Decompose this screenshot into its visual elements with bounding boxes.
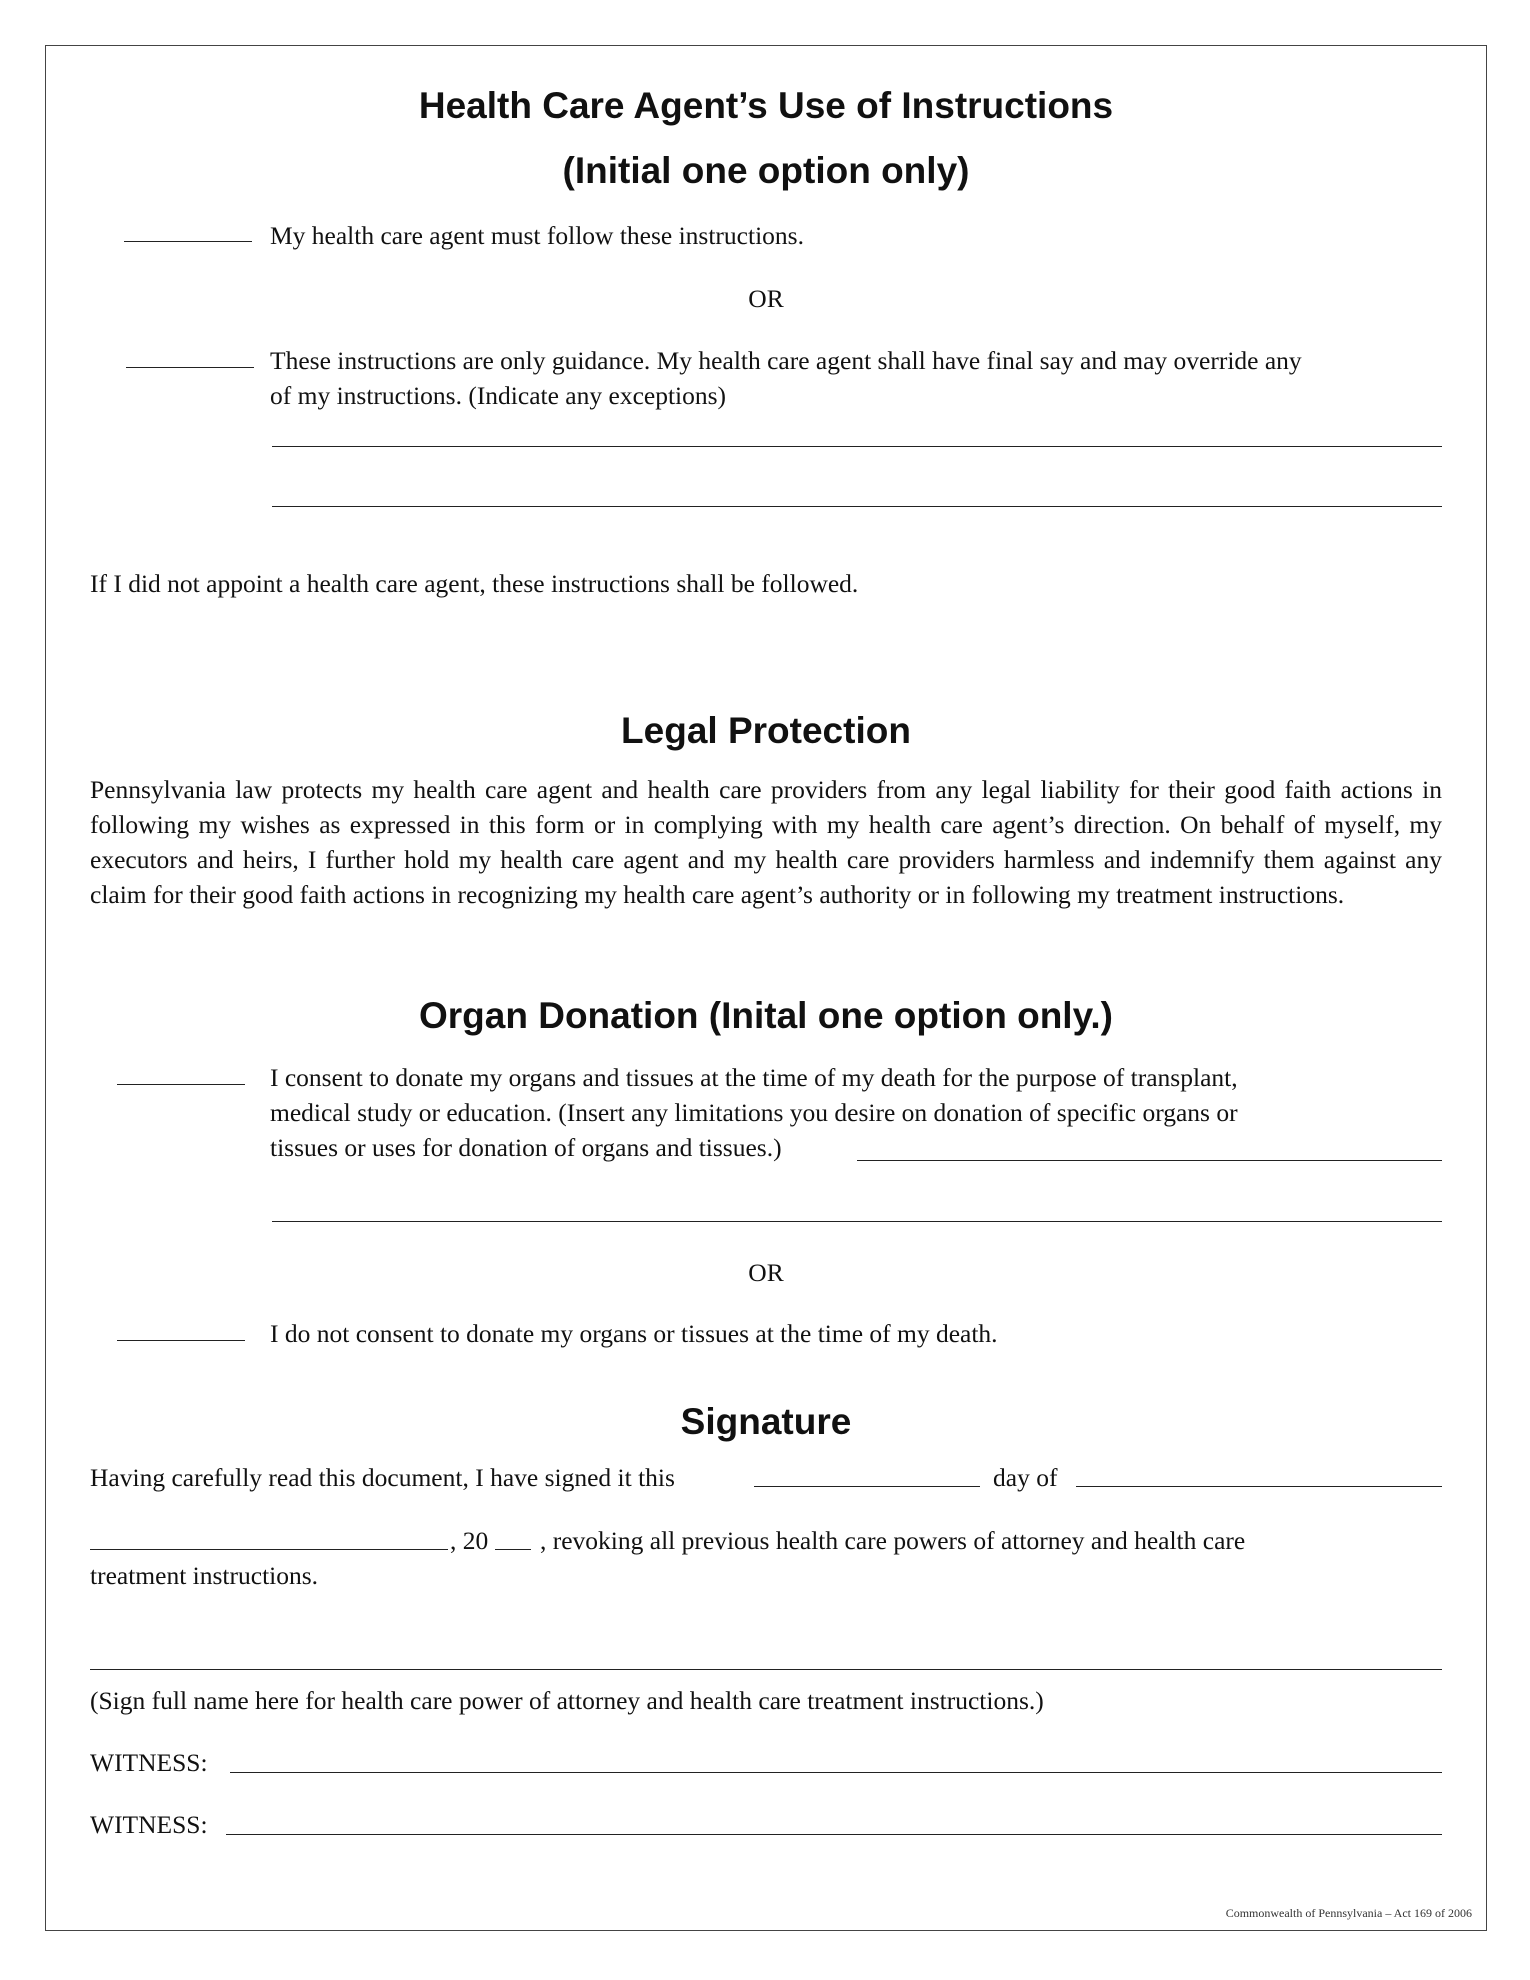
organ-donation-title: Organ Donation (Inital one option only.) xyxy=(418,995,1114,1036)
organ-limitations-line-2[interactable] xyxy=(272,1221,1442,1222)
year-prefix: , 20 xyxy=(450,1526,489,1555)
day-of-text: day of xyxy=(993,1463,1058,1492)
exceptions-line-1[interactable] xyxy=(272,446,1442,447)
option-follow-text: My health care agent must follow these instructions. xyxy=(270,221,804,250)
signed-day-text: Having carefully read this document, I have signed it this xyxy=(90,1463,675,1492)
page-border xyxy=(45,45,1487,1931)
witness-label-1: WITNESS: xyxy=(90,1748,208,1777)
treatment-instructions-text: treatment instructions. xyxy=(90,1561,319,1590)
option-guidance-line1: These instructions are only guidance. My health care agent shall have final say and may override any xyxy=(270,346,1302,375)
agent-instructions-subtitle: (Initial one option only) xyxy=(562,150,970,191)
witness-line-2[interactable] xyxy=(226,1834,1442,1835)
signed-day-blank[interactable] xyxy=(754,1486,980,1487)
no-consent-text: I do not consent to donate my organs or tissues at the time of my death. xyxy=(270,1319,998,1348)
or-label-2: OR xyxy=(748,1258,784,1287)
date-line-blank[interactable] xyxy=(90,1549,448,1550)
signature-title: Signature xyxy=(680,1401,852,1442)
sign-note: (Sign full name here for health care power of attorney and health care treatment instructions.) xyxy=(90,1686,1044,1715)
month-blank[interactable] xyxy=(1076,1486,1442,1487)
no-agent-note: If I did not appoint a health care agent, these instructions shall be followed. xyxy=(90,569,859,598)
legal-protection-title: Legal Protection xyxy=(621,710,911,751)
agent-instructions-title: Health Care Agent’s Use of Instructions xyxy=(418,85,1114,126)
revoking-text: , revoking all previous health care powers of attorney and health care xyxy=(540,1526,1246,1555)
witness-label-2: WITNESS: xyxy=(90,1810,208,1839)
option-guidance-line2: of my instructions. (Indicate any exceptions) xyxy=(270,381,727,410)
consent-line2: medical study or education. (Insert any limitations you desire on donation of specific organs or xyxy=(270,1098,1238,1127)
witness-line-1[interactable] xyxy=(230,1772,1442,1773)
footer-citation: Commonwealth of Pennsylvania – Act 169 of 2006 xyxy=(1225,1906,1472,1920)
full-name-signature-line[interactable] xyxy=(90,1669,1442,1670)
consent-line3: tissues or uses for donation of organs and tissues.) xyxy=(270,1133,782,1162)
initial-blank-consent[interactable] xyxy=(117,1084,245,1085)
or-label-1: OR xyxy=(748,284,784,313)
legal-protection-body: Pennsylvania law protects my health care agent and health care providers from any legal liability for their good faith actions in following my wishes as expressed in this form or in complying with my health care agent’s direction. On behalf of myself, my executors and heirs, I further hold my health care agent and my health care providers harmless and indemnify them against any claim for their good faith actions in recognizing my health care agent’s authority or in following my treatment instructions. xyxy=(90,775,1442,909)
year-blank[interactable] xyxy=(495,1549,531,1550)
exceptions-line-2[interactable] xyxy=(272,506,1442,507)
initial-blank-guidance[interactable] xyxy=(126,367,254,368)
consent-line1: I consent to donate my organs and tissues at the time of my death for the purpose of transplant, xyxy=(270,1063,1238,1092)
organ-limitations-line-1[interactable] xyxy=(857,1160,1442,1161)
initial-blank-no-consent[interactable] xyxy=(117,1340,245,1341)
initial-blank-follow[interactable] xyxy=(124,241,252,242)
